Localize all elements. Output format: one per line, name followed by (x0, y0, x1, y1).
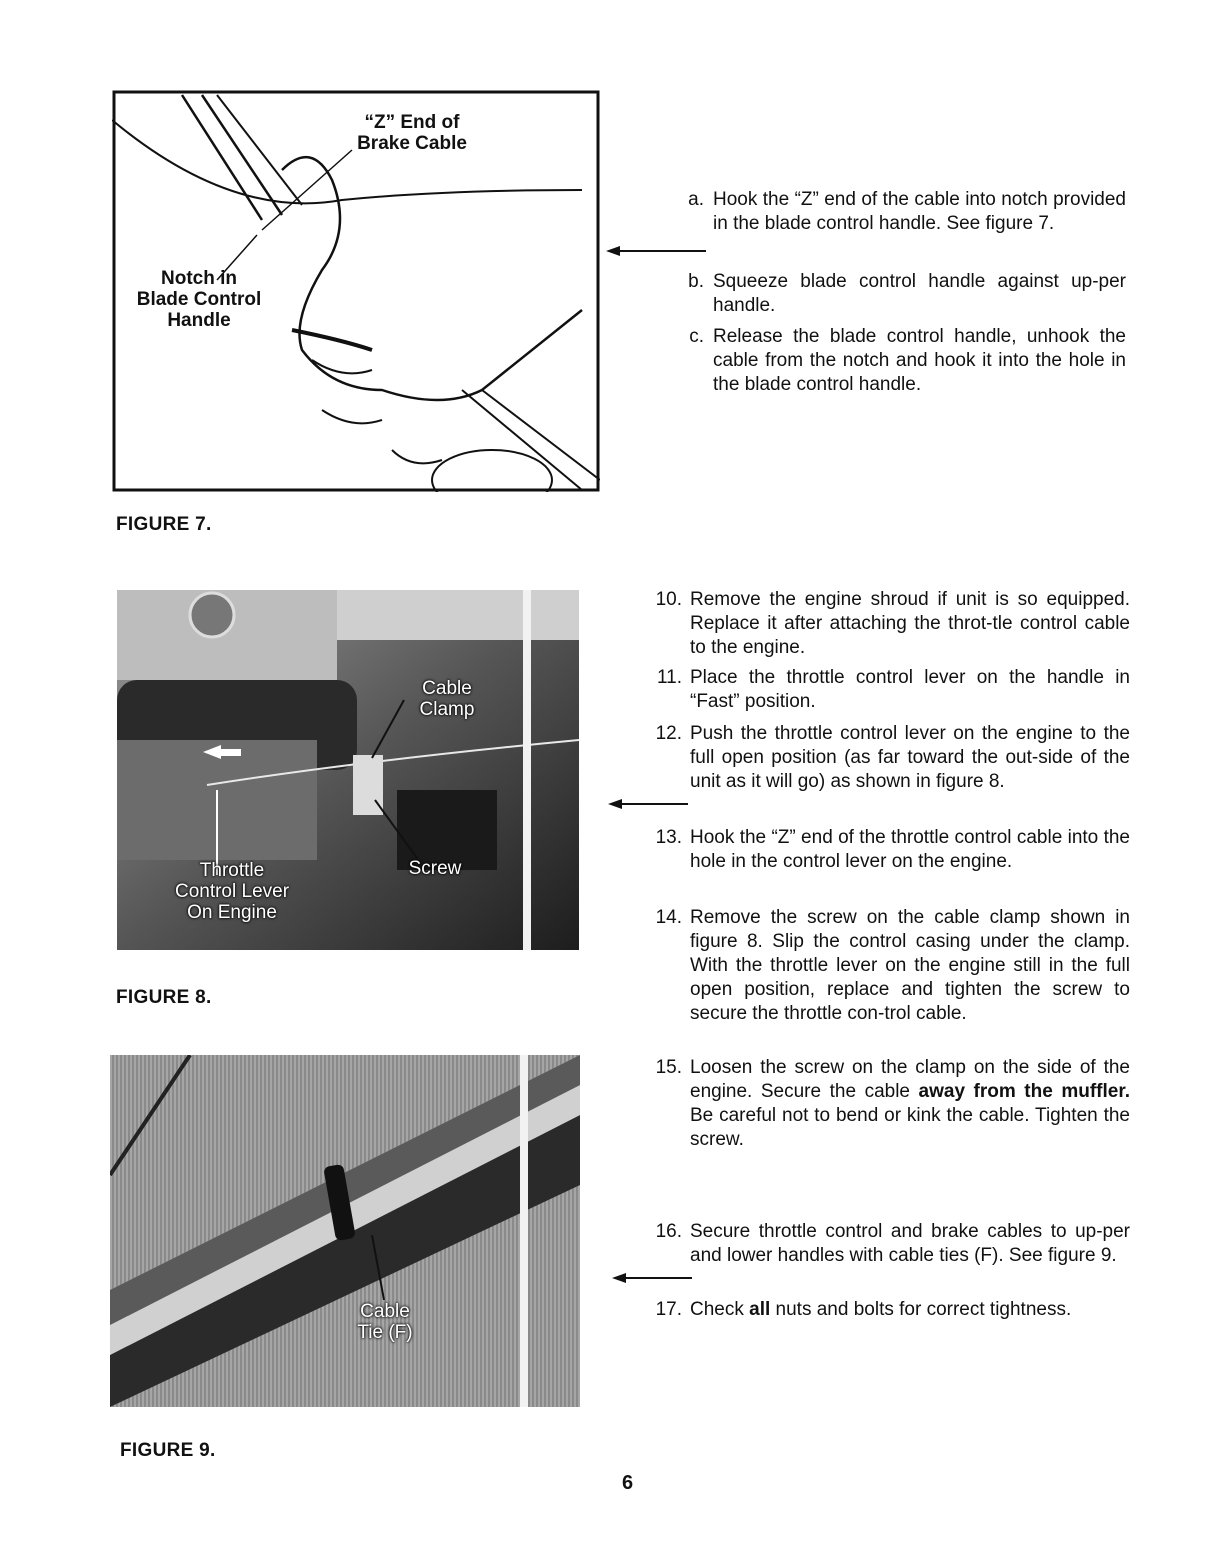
label-throttle-control-lever: Throttle Control Lever On Engine (174, 860, 290, 923)
label-screw: Screw (408, 858, 462, 879)
label-cable-clamp: Cable Clamp (419, 678, 475, 720)
page-number: 6 (622, 1472, 634, 1494)
figure-9-caption: FIGURE 9. (120, 1440, 216, 1461)
figure-7-caption: FIGURE 7. (116, 514, 212, 535)
step-14: 14. Remove the screw on the cable clamp shown in figure 8. Slip the control casing under the clamp. With the throttle lever on the engine still in the full open position, replace and tighten the screw to secure the throttle con-trol cable. (655, 907, 1130, 1024)
label-z-end-brake-cable: “Z” End of Brake Cable (357, 112, 467, 154)
step-13: 13. Hook the “Z” end of the throttle control cable into the hole in the control lever on the engine. (655, 827, 1130, 872)
step-12: 12. Push the throttle control lever on the engine to the full open position (as far toward the out-side of the unit as it will go) as shown in figure 8. (655, 723, 1130, 792)
label-cable-tie: Cable Tie (F) (357, 1301, 413, 1343)
figure-7-illustration (112, 90, 600, 492)
figure-8-photo (117, 590, 579, 950)
step-c: c. Release the blade control handle, unhook the cable from the notch and hook it into the hole in the blade control handle. (689, 326, 1126, 395)
figure-9-photo (110, 1055, 580, 1407)
step-a: a. Hook the “Z” end of the cable into notch provided in the blade control handle. See figure 7. (688, 189, 1126, 234)
step-17: 17. Check all nuts and bolts for correct tightness. (655, 1299, 1072, 1320)
cable-tie-photo (110, 1055, 580, 1407)
arrow-left-icon (608, 797, 688, 811)
step-15-text-bold: away from the muffler. (918, 1081, 1130, 1102)
arrow-left-icon (606, 244, 706, 258)
step-17-text-b: nuts and bolts for correct tightness. (770, 1299, 1072, 1320)
step-b: b. Squeeze blade control handle against up-per handle. (688, 271, 1126, 316)
step-10: 10. Remove the engine shroud if unit is so equipped. Replace it after attaching the throt-tle control cable to the engine. (655, 589, 1130, 658)
label-notch-blade-control-handle: Notch in Blade Control Handle (136, 268, 262, 331)
step-15-text-b: Be careful not to bend or kink the cable. Tighten the screw. (690, 1105, 1130, 1150)
arrow-left-icon (612, 1271, 692, 1285)
figure-8-caption: FIGURE 8. (116, 987, 212, 1008)
step-11: 11. Place the throttle control lever on the handle in “Fast” position. (656, 667, 1130, 712)
step-17-text-bold: all (749, 1299, 771, 1320)
step-16: 16. Secure throttle control and brake cables to up-per and lower handles with cable ties (F). See figure 9. (655, 1221, 1130, 1266)
step-17-text-a: Check (690, 1299, 750, 1320)
step-15: 15. Loosen the screw on the clamp on the side of the engine. Secure the cable away from the muffler. Be careful not to bend or kink the cable. Tighten the screw. (655, 1057, 1130, 1150)
step-15-text-a: Loosen the screw on the clamp on the side of the engine. Secure the cable (690, 1057, 1130, 1102)
